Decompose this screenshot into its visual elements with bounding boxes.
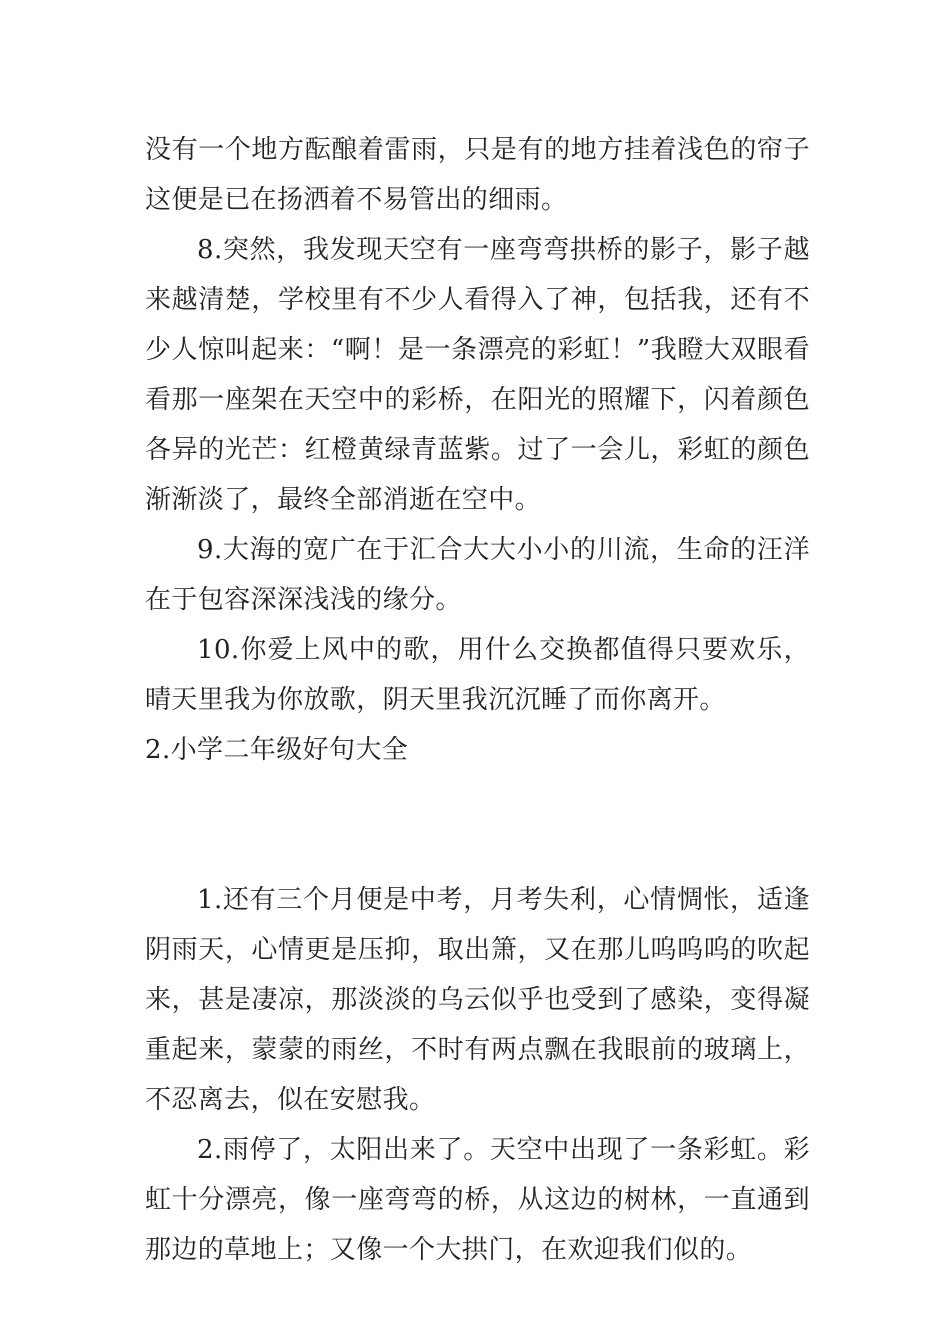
paragraph-item-10: 10.你爱上风中的歌，用什么交换都值得只要欢乐，晴天里我为你放歌，阴天里我沉沉睡了而你离开。 xyxy=(145,635,810,715)
paragraph-item-8: 8.突然，我发现天空有一座弯弯拱桥的影子，影子越来越清楚，学校里有不少人看得入了神，包括我，还有不少人惊叫起来：“啊！是一条漂亮的彩虹！”我瞪大双眼看看那一座架在天空中的彩桥，在阳光的照耀下，闪着颜色各异的光芒：红橙黄绿青蓝紫。过了一会儿，彩虹的颜色渐渐淡了，最终全部消逝在空中。 xyxy=(145,235,810,515)
paragraph-item-1: 1.还有三个月便是中考，月考失利，心情惆怅，适逢阴雨天，心情更是压抑，取出箫，又在那儿呜呜呜的吹起来，甚是凄凉，那淡淡的乌云似乎也受到了感染，变得凝重起来，蒙蒙的雨丝，不时有两点飘在我眼前的玻璃上，不忍离去，似在安慰我。 xyxy=(145,885,810,1115)
document-body xyxy=(145,125,810,1275)
paragraph-item-2: 2.雨停了，太阳出来了。天空中出现了一条彩虹。彩虹十分漂亮，像一座弯弯的桥，从这边的树林，一直通到那边的草地上；又像一个大拱门，在欢迎我们似的。 xyxy=(145,1135,810,1265)
section-gap xyxy=(145,775,810,875)
paragraph-continuation: 没有一个地方酝酿着雷雨，只是有的地方挂着浅色的帘子这便是已在扬洒着不易管出的细雨。 xyxy=(145,135,810,215)
section-heading: 2.小学二年级好句大全 xyxy=(145,735,409,765)
paragraph-item-9: 9.大海的宽广在于汇合大大小小的川流，生命的汪洋在于包容深深浅浅的缘分。 xyxy=(145,535,810,615)
